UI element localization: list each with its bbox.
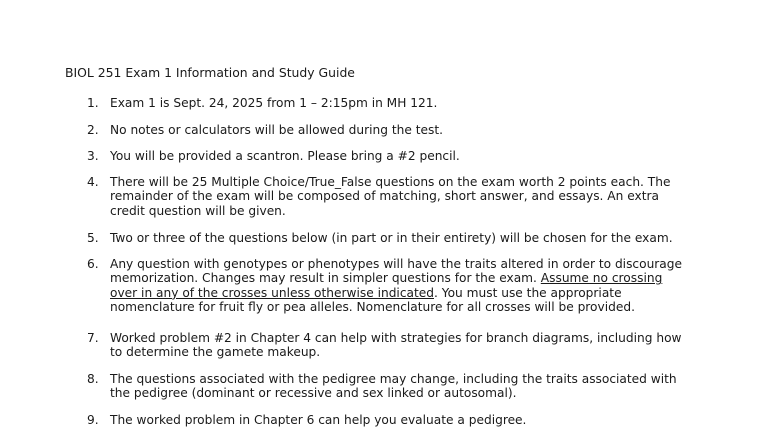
item-number: 3. [87,149,99,163]
item-line [110,271,728,285]
item-text [110,257,728,315]
item-line [110,286,728,300]
item-number: 4. [87,175,99,189]
item-line-part: memorization. Changes may result in simpler questions for the exam. [110,271,541,286]
item-line: The questions associated with the pedigree may change, including the traits associated with [110,372,677,386]
underlined-text: Assume no crossing [540,271,663,286]
item-text [110,331,728,360]
item-line-part: . You must use the appropriate [434,285,622,300]
item-line: credit question will be given. [110,203,286,218]
item-number: 5. [87,231,99,245]
item-text [110,413,728,427]
item-text [110,372,728,401]
item-line: You will be provided a scantron. Please bring a #2 pencil. [110,149,460,163]
underlined-text: over in any of the crosses unless otherwise indicated [110,285,434,300]
item-text [110,175,728,218]
item-line: to determine the gamete makeup. [110,345,321,360]
item-text [110,149,728,163]
item-number: 7. [87,331,99,345]
item-line: Worked problem #2 in Chapter 4 can help with strategies for branch diagrams, including how [110,331,682,345]
item-number: 2. [87,123,99,137]
item-line: nomenclature for fruit fly or pea alleles. Nomenclature for all crosses will be provided. [110,300,635,315]
item-text [110,123,728,137]
item-line: Two or three of the questions below (in part or in their entirety) will be chosen for the exam. [110,231,673,245]
item-number: 1. [87,96,99,110]
item-line: Any question with genotypes or phenotypes will have the traits altered in order to discourage [110,257,683,271]
item-line: remainder of the exam will be composed of matching, short answer, and essays. An extra [110,189,659,204]
item-number: 6. [87,257,99,271]
item-line: Exam 1 is Sept. 24, 2025 from 1 – 2:15pm in MH 121. [110,96,438,110]
item-number: 8. [87,372,99,386]
item-text [110,231,728,245]
item-line: There will be 25 Multiple Choice/True_False questions on the exam worth 2 points each. The [110,175,671,189]
item-text [110,96,728,110]
item-line: the pedigree (dominant or recessive and sex linked or autosomal). [110,386,517,401]
document-title: BIOL 251 Exam 1 Information and Study Guide [65,65,355,80]
item-number: 9. [87,413,99,427]
item-line: The worked problem in Chapter 6 can help you evaluate a pedigree. [110,413,527,427]
item-line: No notes or calculators will be allowed during the test. [110,123,444,137]
